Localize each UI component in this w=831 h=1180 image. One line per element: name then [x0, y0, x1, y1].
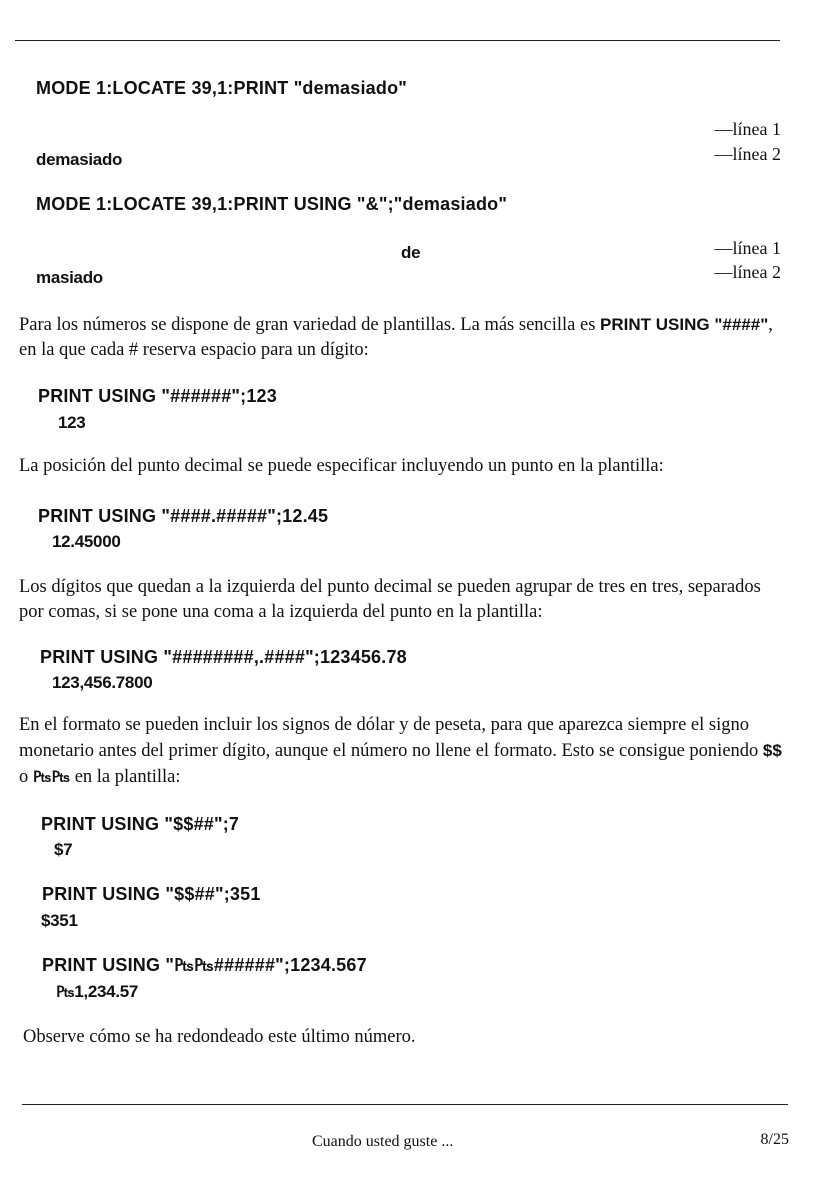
code-example-6: PRINT USING "$$##";7	[41, 814, 240, 834]
footer-title: Cuando usted guste ...	[312, 1133, 454, 1150]
code-example-1: MODE 1:LOCATE 39,1:PRINT "demasiado"	[36, 78, 407, 98]
output-example-3: 123	[58, 413, 86, 432]
output-example-6: $7	[54, 840, 73, 859]
output-example-2-line-2: masiado	[36, 268, 103, 287]
code-example-4: PRINT USING "####.#####";12.45	[38, 506, 329, 526]
output-example-5: 123,456.7800	[52, 673, 153, 692]
paragraph-text: Para los números se dispone de gran variedad de plantillas. La más sencilla es	[19, 315, 601, 335]
paragraph-rounding-note: Observe cómo se ha redondeado este último número.	[23, 1027, 416, 1047]
code-example-8: PRINT USING "₧₧######";1234.567	[42, 955, 367, 975]
line-2-marker: —línea 2	[714, 262, 781, 282]
code-example-3: PRINT USING "######";123	[38, 386, 277, 406]
line-1-marker: —línea 1	[714, 238, 781, 258]
bottom-rule	[22, 1104, 788, 1105]
top-rule	[15, 40, 780, 41]
paragraph-text: o	[19, 767, 33, 787]
paragraph-decimal-point: La posición del punto decimal se puede especificar incluyendo un punto en la plantilla:	[19, 456, 664, 476]
line-1-marker: —línea 1	[714, 119, 781, 139]
output-example-8: ₧1,234.57	[56, 982, 139, 1001]
line-2-marker: —línea 2	[714, 144, 781, 164]
inline-code: $$	[762, 741, 782, 760]
paragraph-text: , en la que cada # reserva espacio para un dígito:	[19, 315, 773, 360]
paragraph-templates	[19, 312, 784, 363]
paragraph-text: en la plantilla:	[70, 767, 181, 787]
code-example-5: PRINT USING "########,.####";123456.78	[40, 647, 407, 667]
output-example-7: $351	[41, 911, 78, 930]
inline-code: PRINT USING "####"	[600, 315, 769, 334]
paragraph-currency-signs	[19, 713, 789, 790]
code-example-7: PRINT USING "$$##";351	[42, 884, 261, 904]
output-example-4: 12.45000	[52, 532, 121, 551]
paragraph-comma-grouping: Los dígitos que quedan a la izquierda del punto decimal se pueden agrupar de tres en tres, separados por comas, si se pone una coma a la izquierda del punto en la plantilla:	[19, 577, 761, 622]
paragraph-text: En el formato se pueden incluir los signos de dólar y de peseta, para que aparezca siempre el signo monetario antes del primer dígito, aunque el número no llene el formato. Esto se consigue poniendo	[19, 715, 763, 761]
code-example-2: MODE 1:LOCATE 39,1:PRINT USING "&";"demasiado"	[36, 194, 508, 214]
inline-code: ₧₧	[32, 767, 71, 786]
output-example-1-line-2: demasiado	[36, 150, 123, 169]
output-example-2-line-1: de	[401, 243, 421, 262]
page-number: 8/25	[760, 1131, 789, 1148]
